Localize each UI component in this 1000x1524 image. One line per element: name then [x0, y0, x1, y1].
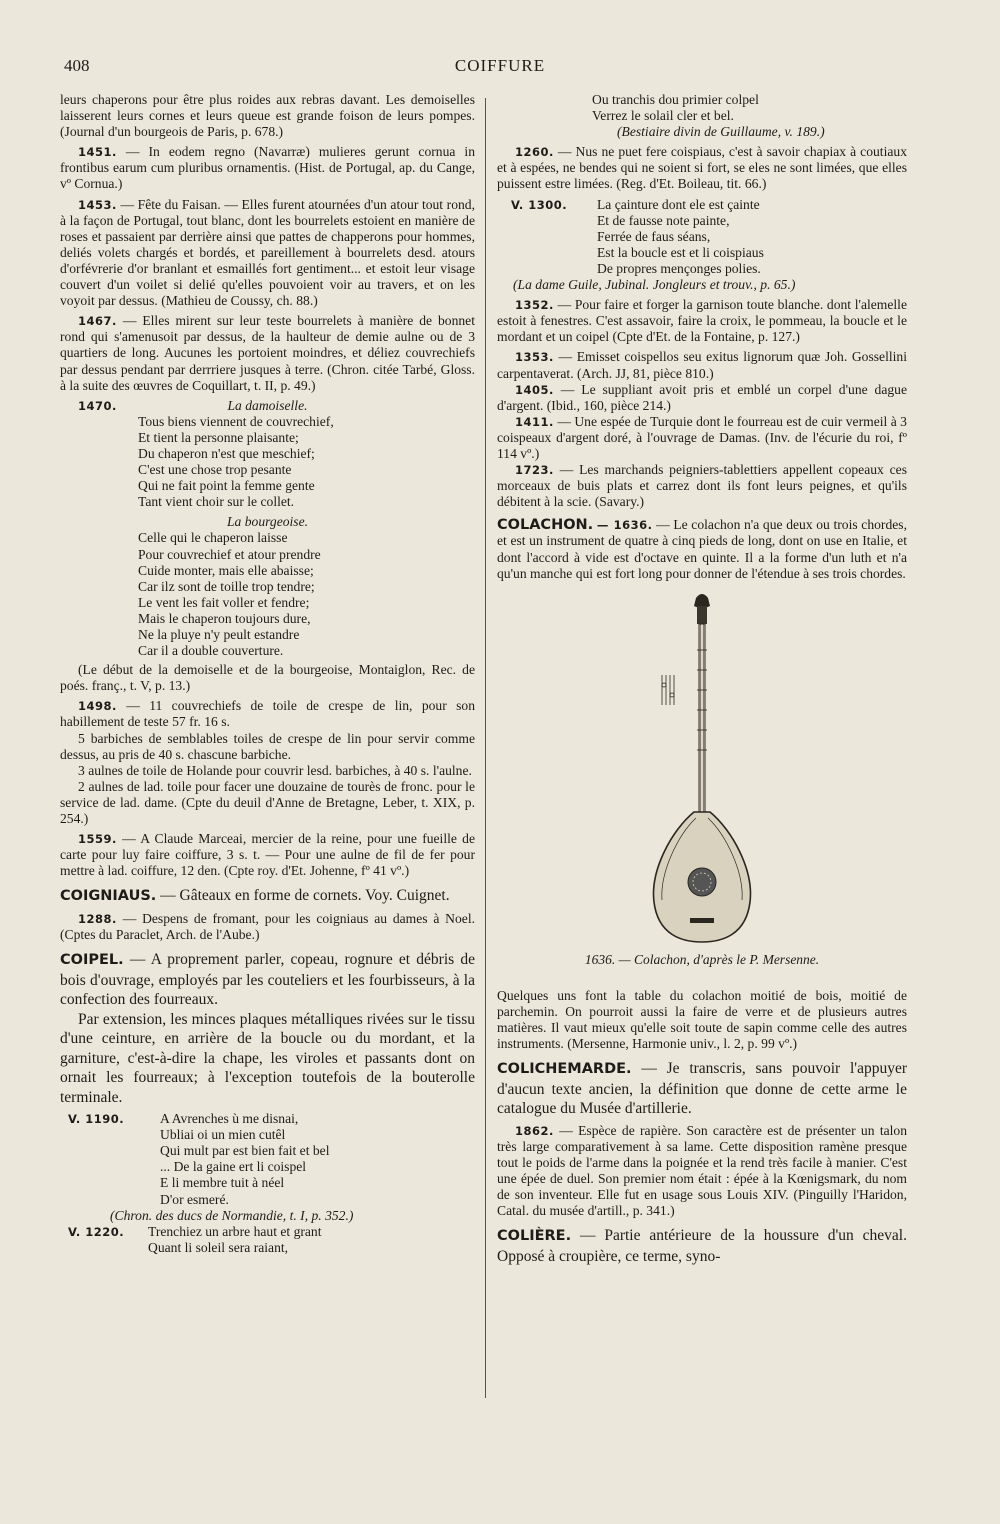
article-colachon [497, 517, 907, 581]
entry-year: V. 1220. [68, 1224, 125, 1239]
entry-text: — In eodem regno (Navarræ) mulieres gerunt cornua in frontibus earum cum pluribus ornamentis. (Hist. de Portugal, ap. du Cange, vº Cornua.) [60, 144, 475, 192]
entry-1498 [60, 698, 475, 730]
entry-1451 [60, 144, 475, 192]
verse-line: La çainture dont ele est çainte [597, 196, 760, 212]
verse-line: Tous biens viennent de couvrechief, [138, 413, 334, 429]
verse-line: E li membre tuit à néel [160, 1175, 285, 1191]
article-coipel [60, 950, 475, 1010]
poem-verse [138, 530, 475, 659]
figure-caption: 1636. — Colachon, d'après le P. Mersenne. [584, 951, 820, 967]
colachon-continued: Quelques uns font la table du colachon moitié de bois, moitié de parchemin. On pourroit aussi la faire de verre et de plusieurs autres matières. Il vaut mieux qu'elle soit toute de sapin comme celle des autres instruments. (Mersenne, Harmonie univ., l. 2, p. 99 vº.) [497, 987, 907, 1052]
entry-year: 1470. [78, 398, 117, 413]
verse-line: Ne la pluye n'y peult estandre [138, 627, 300, 642]
verse-line: A Avrenches ù me disnai, [160, 1111, 299, 1127]
entry-text: — Une espée de Turquie dont le fourreau est de cuir vermeil à 3 coispeaux d'argent doré, à l'ouvrage de Damas. (Inv. de l'écurie du roi, fº 114 vº.) [497, 413, 907, 461]
verse-line: Le vent les fait voller et fendre; [138, 594, 310, 610]
entry-year: V. 1190. [68, 1112, 125, 1127]
definition: — A proprement parler, copeau, rognure et débris de bois d'ouvrage, employés par les couteliers et les fourbisseurs, à la confection des fourreaux. [60, 951, 476, 1009]
verse-line: Pour couvrechief et atour prendre [138, 546, 321, 562]
entry-year: 1353. [515, 350, 554, 365]
verse-line: Cuide monter, mais elle abaisse; [138, 562, 314, 578]
entry-1288 [60, 911, 475, 943]
poem-title: La damoiselle. [227, 397, 308, 413]
entry-1498-item: 3 aulnes de toile de Holande pour couvrir lesd. barbiches, à 40 s. l'aulne. [78, 762, 472, 778]
column-divider [485, 98, 486, 1398]
article-coliere [497, 1226, 907, 1266]
poem-verse [148, 1224, 475, 1256]
entry-text: — Emisset coispellos seu exitus lignorum quæ Joh. Gossellini carpentaverat. (Arch. JJ, 81, pièce 810.) [497, 349, 907, 381]
source-citation: (La dame Guile, Jubinal. Jongleurs et trouv., p. 65.) [513, 277, 796, 293]
entry-year: 1288. [78, 911, 117, 926]
poem-verse [592, 92, 907, 124]
verse-line: Ubliai oi un mien cutêl [160, 1127, 286, 1143]
entry-1498-item: 5 barbiches de semblables toiles de crespe de lin pour servir comme dessus, au pris de 40 s. chascune barbiche. [60, 730, 475, 762]
entry-text: — Pour faire et forger la garnison toute blanche. dont l'alemelle estoit à fenestres. C'est assavoir, faire la croix, le pommeau, la boucle et le mordant et un coipel (Cpte d'Et. de la Fontaine, p. 127.) [497, 297, 907, 345]
entry-year: 1453. [78, 197, 117, 212]
entry-1559 [60, 831, 475, 879]
entry-text: — Elles mirent sur leur teste bourrelets à manière de bonnet rond qui s'amenusoit par dessus, de la haulteur de demie aulne ou de 3 quartiers de long. Aucunes les portoient moindres, et déliez couvrechiefs par dessus pendant par derrriere jusques à terre. (Chron. citée Tarbé, Gloss. à la suite des œuvres de Coquillart, t. II, p. 49.) [60, 313, 475, 393]
entry-v1220 [60, 1224, 475, 1256]
running-title: COIFFURE [454, 56, 546, 75]
verse-line: Tant vient choir sur le collet. [138, 494, 295, 510]
rosette [688, 868, 716, 896]
headword: COLICHEMARDE. [497, 1061, 632, 1078]
headword: COIPEL. [60, 952, 124, 969]
music-notation-glyph [662, 675, 674, 705]
entry-year: 1467. [78, 314, 117, 329]
poem-verse [597, 197, 907, 277]
entry-v1300 [497, 197, 907, 294]
colachon-illustration [632, 590, 772, 950]
entry-text: — Le suppliant avoit pris et emblé un corpel d'une dague d'argent. (Ibid., 160, pièce 214.) [497, 381, 907, 413]
entry-year: 1723. [515, 463, 554, 478]
entry-1467 [60, 313, 475, 393]
verse-line: Et tient la personne plaisante; [138, 429, 299, 445]
entry-1352 [497, 297, 907, 345]
entry-text: — Nus ne puet fere coispiaus, c'est à savoir chapiax à coutiaux et à espées, ne bendes qui ne soient si fort, se eles ne sont limées, que elles puissent estre limées. (Reg. d'Et. Boileau, tit. 66.) [497, 144, 907, 192]
entry-year: 1451. [78, 145, 117, 160]
entry-1353 [497, 349, 907, 381]
verse-line: Du chaperon n'est que meschief; [138, 445, 315, 461]
entry-text: — Espèce de rapière. Son caractère est de présenter un talon très large comparativement à sa lame. Cette disposition ramène presque tout le poids de l'arme dans la poignée et la rend très facile à manier. C'est une épée de duel. Son premier nom était : épée à la Kœnigsmark, du nom de son inventeur. Elle fut en usage sous Louis XIV. (Pinguilly l'Haridon, Catal. du musée d'artill., p. 341.) [497, 1122, 907, 1219]
entry-year: V. 1300. [511, 197, 568, 212]
entry-text: — Despens de fromant, pour les coigniaus au dames à Noel. (Cptes du Paraclet, Arch. de l'Aube.) [60, 910, 475, 942]
definition: — Gâteaux en forme de cornets. Voy. Cuignet. [160, 887, 450, 905]
paragraph-continued: leurs chaperons pour être plus roides aux rebras davant. Les demoiselles laisserent leurs cornes et leurs queue est grande foison de leurs pompes. (Journal d'un bourgeois de Paris, p. 678.) [60, 92, 475, 140]
verse-line: ... De la gaine ert li coispel [160, 1159, 307, 1175]
right-column [497, 92, 907, 1266]
entry-year: 1862. [515, 1123, 554, 1138]
verse-line: Est la boucle est et li coispiaus [597, 244, 764, 260]
verse-line: Verrez le solail cler et bel. [592, 108, 734, 124]
entry-text: — A Claude Marceai, mercier de la reine, pour une fueille de carte pour luy faire coiffure, 3 s. t. — Pour une aulne de fil de fer pour mettre à lad. coiffure, 12 den. (Cpte roy. d'Et. Johenne, fº 41 vº.) [60, 831, 475, 879]
definition: — Le colachon n'a que deux ou trois chordes, et est un instrument de quatre à cinq pieds de long, dont on use en Italie, et dont l'accord à vide est d'octave en quinte. Il a la forme d'un luth et n'a qu'un manche qui est fort long pour donner de l'étendue à ses trois chordes. [497, 517, 907, 581]
page-header [60, 56, 940, 82]
headword: COLIÈRE. [497, 1228, 572, 1245]
verse-line: D'or esmeré. [160, 1191, 229, 1207]
left-column [60, 92, 475, 1256]
poem-verse [160, 1111, 475, 1208]
verse-line: Trenchiez un arbre haut et grant [148, 1223, 322, 1239]
definition-extension: Par extension, les minces plaques métalliques rivées sur le tissu d'une ceinture, en arrière de la boucle ou du mordant, et la garniture, c'est-à-dire la chape, les viroles et passants dont on ornait les fourreaux; à l'exception toutefois de la bouterolle terminale. [60, 1010, 475, 1106]
entry-year: 1260. [515, 145, 554, 160]
entry-year: 1498. [78, 699, 117, 714]
article-coigniaus [60, 886, 475, 907]
source-citation: (Chron. des ducs de Normandie, t. I, p. 352.) [110, 1207, 354, 1223]
entry-1405 [497, 382, 907, 414]
article-colichemarde [497, 1059, 907, 1119]
entry-1260 [497, 144, 907, 192]
verse-line: Car ilz sont de toille trop tendre; [138, 578, 315, 594]
verse-line: C'est une chose trop pesante [138, 462, 292, 478]
poem-verse [138, 414, 475, 511]
entry-text: — Fête du Faisan. — Elles furent atournées d'un atour tout rond, à la façon de Portugal, tout blanc, dont les bourrelets estoient en manière de roses et passaient par derrière ainsi que pattes de chapperons pour hommes, deliés volets chargés et bordés, et pareillement à bourrelets desd. atours d'orfévrerie d'or branlant et esmaillés fort gentiment... et estoit leur visage couvert d'un voilet si delié qu'elles pouvoient voir au travers, et on les voyoit par dessus. (Mathieu de Coussy, ch. 88.) [60, 196, 475, 309]
verse-line: Et de fausse note painte, [597, 212, 730, 228]
verse-line: Celle qui le chaperon laisse [138, 530, 288, 546]
entry-1470 [60, 398, 475, 695]
verse-line: Ferrée de faus séans, [597, 228, 711, 244]
headword: COLACHON. [497, 517, 594, 534]
entry-1498-item: 2 aulnes de lad. toile pour facer une douzaine de tourès de fronc. pour le service de lad. dame. (Cpte du deuil d'Anne de Bretagne, Leber, t. XIX, p. 254.) [60, 778, 475, 827]
definition: — Partie antérieure de la houssure d'un cheval. Opposé à croupière, ce terme, syno- [497, 1227, 907, 1265]
source-citation: (Le début de la demoiselle et de la bourgeoise, Montaiglon, Rec. de poés. franç., t. V, p. 13.) [60, 662, 475, 694]
entry-text: — 11 couvrechiefs de toile de crespe de lin, pour son habillement de teste 57 fr. 16 s. [60, 698, 475, 730]
entry-year: — 1636. [596, 518, 653, 533]
entry-year: 1411. [515, 414, 554, 429]
verse-line: Mais le chaperon toujours dure, [138, 610, 311, 626]
entry-text: — Les marchands peigniers-tablettiers appellent copeaux ces morceaux de buis plats et carrez dont ils font leurs peignes, et qu'ils débitent à la scie. (Savary.) [497, 462, 907, 510]
entry-year: 1405. [515, 382, 554, 397]
entry-1862 [497, 1123, 907, 1220]
poem-title: La bourgeoise. [226, 514, 309, 530]
entry-1453 [60, 197, 475, 310]
source-citation: (Bestiaire divin de Guillaume, v. 189.) [617, 124, 825, 140]
entry-year: 1352. [515, 298, 554, 313]
entry-1723 [497, 462, 907, 510]
definition: — Je transcris, sans pouvoir l'appuyer d'aucun texte ancien, la définition que donne de cette arme le catalogue du Musée d'artillerie. [497, 1060, 908, 1118]
headword: COIGNIAUS. [60, 888, 157, 905]
verse-line: De propres mençonges polies. [597, 260, 761, 276]
entry-year: 1559. [78, 832, 117, 847]
verse-line: Qui mult par est bien fait et bel [160, 1143, 330, 1159]
verse-line: Quant li soleil sera raiant, [148, 1239, 289, 1255]
entry-v1190 [60, 1111, 475, 1224]
page-number: 408 [64, 56, 90, 75]
verse-line: Qui ne fait point la femme gente [138, 478, 315, 494]
entry-1411 [497, 414, 907, 462]
verse-line: Ou tranchis dou primier colpel [592, 92, 759, 107]
verse-line: Car il a double couverture. [138, 643, 284, 659]
